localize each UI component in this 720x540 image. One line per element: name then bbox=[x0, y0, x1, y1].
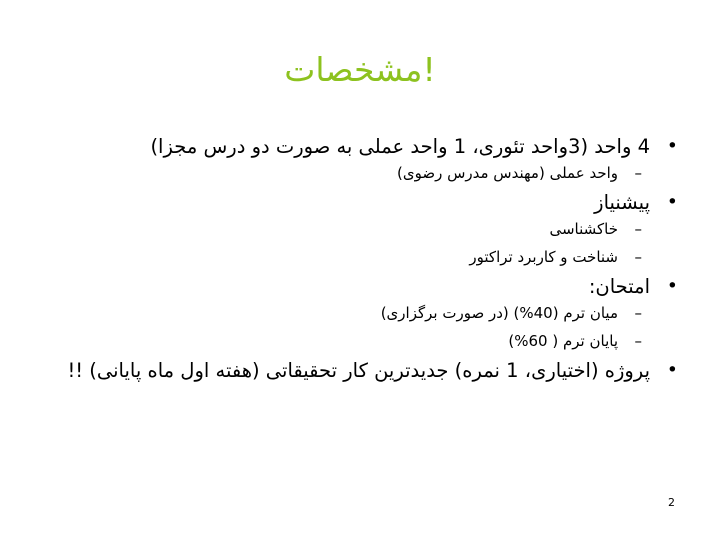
dash-icon: – bbox=[634, 164, 642, 182]
bullet-icon: • bbox=[666, 191, 678, 213]
sub-item-text: پایان ترم ( 60%) bbox=[508, 332, 618, 350]
sub-item-final bbox=[60, 330, 680, 352]
sub-item-text: شناخت و کاربرد تراکتور bbox=[469, 248, 618, 266]
bullet-item-units bbox=[60, 133, 680, 160]
sub-item-tractor bbox=[60, 246, 680, 268]
bullet-text: 4 واحد (3واحد تئوری، 1 واحد عملی به صورت دو درس مجزا) bbox=[150, 135, 650, 158]
sub-item-midterm bbox=[60, 302, 680, 324]
slide-title: !مشخصات bbox=[284, 50, 436, 89]
bullet-list bbox=[60, 133, 680, 384]
bullet-icon: • bbox=[666, 275, 678, 297]
sub-item-soil-science bbox=[60, 218, 680, 240]
dash-icon: – bbox=[634, 220, 642, 238]
page-number: 2 bbox=[668, 496, 675, 509]
bullet-icon: • bbox=[666, 359, 678, 381]
dash-icon: – bbox=[634, 304, 642, 322]
sub-item-text: خاکشناسی bbox=[549, 220, 618, 238]
sub-item-text: میان ترم (40%) (در صورت برگزاری) bbox=[380, 304, 618, 322]
bullet-item-prerequisite bbox=[60, 189, 680, 216]
dash-icon: – bbox=[634, 332, 642, 350]
bullet-text: پروژه (اختیاری، 1 نمره) جدیدترین کار تحقیقاتی (هفته اول ماه پایانی) !! bbox=[67, 359, 650, 382]
bullet-text: امتحان: bbox=[588, 275, 650, 298]
bullet-icon: • bbox=[666, 135, 678, 157]
dash-icon: – bbox=[634, 248, 642, 266]
bullet-item-project bbox=[60, 357, 680, 384]
bullet-item-exam bbox=[60, 273, 680, 300]
sub-item-text: واحد عملی (مهندس مدرس رضوی) bbox=[396, 164, 618, 182]
bullet-text: پیشنیاز bbox=[594, 191, 650, 214]
sub-item-practical bbox=[60, 162, 680, 184]
